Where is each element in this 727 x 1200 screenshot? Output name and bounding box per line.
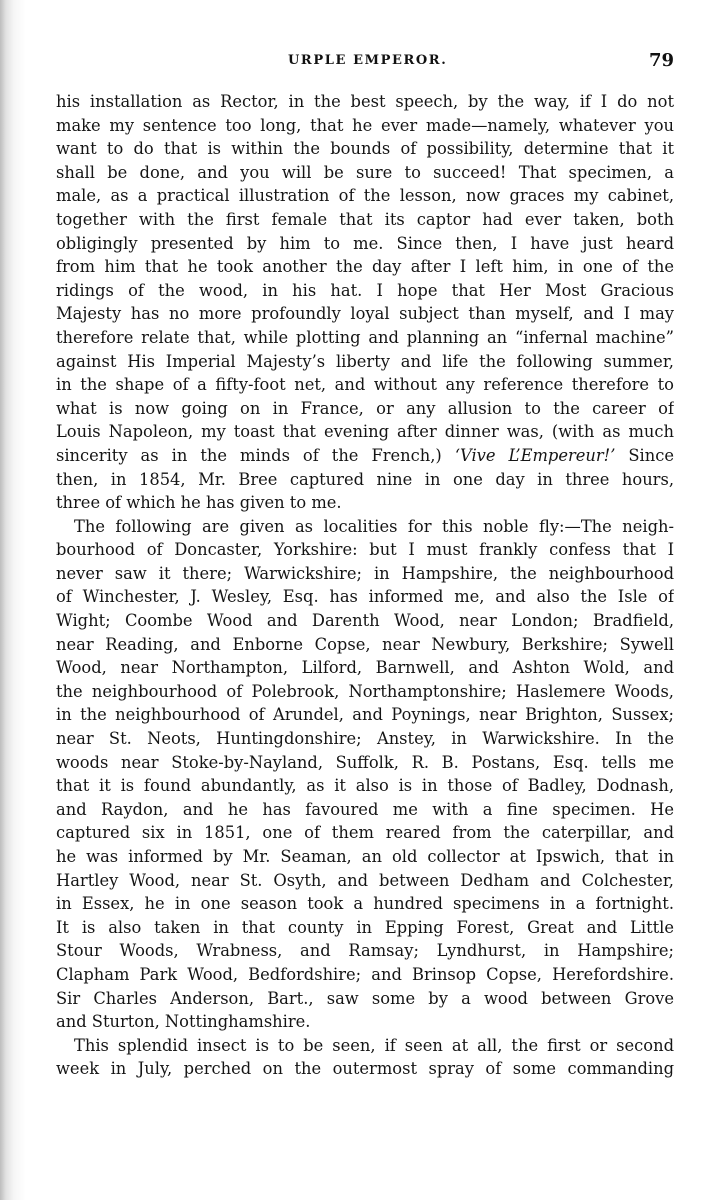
text-line: together with the first female that its captor had ever taken, both: [56, 209, 674, 229]
text-line: of Winchester, J. Wesley, Esq. has informed me, and also the Isle of: [56, 587, 674, 607]
body-text: [56, 90, 674, 1081]
text-line: what is now going on in France, or any allusion to the career of: [56, 398, 674, 418]
text-line: in Essex, he in one season took a hundred specimens in a fortnight.: [56, 894, 674, 914]
text-line: the neighbourhood of Polebrook, Northamptonshire; Haslemere Woods,: [56, 681, 674, 701]
text-line: in the neighbourhood of Arundel, and Poynings, near Brighton, Sussex;: [56, 705, 674, 725]
text-line: Hartley Wood, near St. Osyth, and between Dedham and Colchester,: [56, 870, 674, 890]
text-line: It is also taken in that county in Epping Forest, Great and Little: [56, 917, 674, 937]
text-line: make my sentence too long, that he ever made—namely, whatever you: [56, 115, 674, 135]
paragraph-1: [56, 90, 674, 515]
text-run: sincerity as in the minds of the French,): [56, 445, 455, 465]
text-line: Stour Woods, Wrabness, and Ramsay; Lyndhurst, in Hampshire;: [56, 941, 674, 961]
text-line: shall be done, and you will be sure to succeed! That specimen, a: [56, 162, 674, 182]
paragraph-2: [56, 515, 674, 1034]
text-line: bourhood of Doncaster, Yorkshire: but I must frankly confess that I: [56, 540, 674, 560]
paragraph-3: [56, 1034, 674, 1081]
text-line: Majesty has no more profoundly loyal subject than myself, and I may: [56, 304, 674, 324]
text-line: Wight; Coombe Wood and Darenth Wood, near London; Bradfield,: [56, 611, 674, 631]
text-line: captured six in 1851, one of them reared from the caterpillar, and: [56, 823, 674, 843]
text-line: from him that he took another the day after I left him, in one of the: [56, 257, 674, 277]
text-line: week in July, perched on the outermost spray of some commanding: [56, 1059, 674, 1079]
text-line: against His Imperial Majesty’s liberty and life the following summer,: [56, 351, 674, 371]
text-line: three of which he has given to me.: [56, 493, 342, 513]
text-line: in the shape of a fifty-foot net, and without any reference therefore to: [56, 375, 674, 395]
text-line: obligingly presented by him to me. Since then, I have just heard: [56, 233, 674, 253]
page-number: 79: [648, 50, 674, 71]
text-line: ridings of the wood, in his hat. I hope that Her Most Gracious: [56, 280, 674, 300]
text-line: Louis Napoleon, my toast that evening after dinner was, (with as much: [56, 422, 674, 442]
text-line: near Reading, and Enborne Copse, near Newbury, Berkshire; Sywell: [56, 634, 674, 654]
text-line: The following are given as localities for this noble fly:—The neigh-: [74, 516, 674, 536]
text-line: Clapham Park Wood, Bedfordshire; and Brinsop Copse, Herefordshire.: [56, 964, 674, 984]
text-line: near St. Neots, Huntingdonshire; Anstey, in Warwickshire. In the: [56, 729, 674, 749]
text-line: This splendid insect is to be seen, if seen at all, the first or second: [74, 1035, 674, 1055]
italic-phrase: ‘Vive L’Empereur!’: [454, 445, 616, 465]
text-line: he was informed by Mr. Seaman, an old collector at Ipswich, that in: [56, 847, 674, 866]
text-line: that it is found abundantly, as it also is in those of Badley, Dodnash,: [56, 776, 674, 796]
text-line: want to do that is within the bounds of possibility, determine that it: [56, 139, 674, 159]
text-line: and Raydon, and he has favoured me with a fine specimen. He: [56, 799, 674, 819]
text-line: never saw it there; Warwickshire; in Hampshire, the neighbourhood: [56, 563, 674, 583]
text-run: Since: [615, 445, 674, 465]
text-line: and Sturton, Nottinghamshire.: [56, 1012, 311, 1032]
text-line: therefore relate that, while plotting and planning an “infernal machine”: [56, 327, 674, 347]
text-line: then, in 1854, Mr. Bree captured nine in one day in three hours,: [56, 469, 674, 489]
text-line: Sir Charles Anderson, Bart., saw some by a wood between Grove: [56, 988, 674, 1008]
text-line-with-italic: [56, 444, 674, 468]
running-head: [56, 50, 674, 72]
text-line: woods near Stoke-by-Nayland, Suffolk, R. B. Postans, Esq. tells me: [56, 752, 674, 772]
text-line: his installation as Rector, in the best speech, by the way, if I do not: [56, 92, 674, 111]
running-title: URPLE EMPEROR.: [288, 53, 448, 68]
text-line: Wood, near Northampton, Lilford, Barnwell, and Ashton Wold, and: [56, 658, 674, 678]
text-line: male, as a practical illustration of the lesson, now graces my cabinet,: [56, 186, 674, 206]
